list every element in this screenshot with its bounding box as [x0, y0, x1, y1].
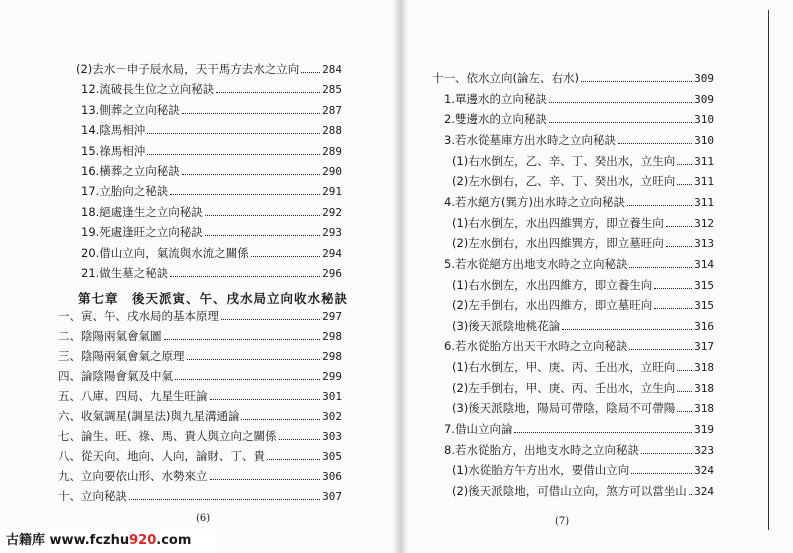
leader-dots [677, 390, 692, 392]
toc-entry [452, 217, 714, 230]
chapter-heading: 第七章 後天派寅、午、戌水局立向收水秘訣 [78, 291, 349, 306]
book-gutter [392, 0, 408, 553]
leader-dots [629, 266, 692, 268]
leader-dots [170, 275, 320, 277]
leader-dots [654, 307, 692, 309]
toc-entry [58, 410, 342, 423]
toc-entry-page: 315 [694, 299, 714, 313]
leader-dots [182, 112, 320, 114]
toc-entry [432, 72, 714, 85]
watermark-url-c: .com [156, 533, 192, 548]
toc-entry [81, 206, 342, 219]
leader-dots [267, 458, 320, 460]
toc-entry-title: (2)左水倒右，水出四維巽方，即立墓旺向 [452, 236, 664, 251]
toc-entry [452, 237, 714, 250]
toc-entry-title: 十、立向秘訣 [58, 489, 127, 503]
toc-entry-title: (2)左水倒右，乙、辛、丁、癸出水，立旺向 [452, 174, 676, 189]
leader-dots [677, 183, 692, 185]
leader-dots [677, 163, 692, 165]
leader-dots [175, 378, 320, 380]
toc-entry-page: 292 [322, 205, 342, 219]
leader-dots [301, 71, 320, 73]
leader-dots [666, 245, 692, 247]
toc-entry-page: 317 [694, 340, 714, 354]
toc-entry-page: 284 [322, 63, 342, 76]
toc-entry-page: 318 [694, 361, 714, 375]
toc-entry-page: 314 [694, 257, 714, 271]
toc-entry-page: 302 [322, 410, 342, 423]
toc-entry-page: 309 [694, 72, 714, 85]
toc-entry-title: 四、論陰陽會氣及中氣 [58, 369, 173, 383]
toc-entry-title: 十一、依水立向(論左、右水) [432, 71, 579, 85]
toc-entry-title: 19.死處逢旺之立向秘訣 [81, 225, 203, 240]
toc-entry [452, 320, 714, 333]
leader-dots [562, 328, 692, 330]
toc-entry-title: 14.陰馬相沖 [81, 123, 146, 138]
leader-dots [147, 132, 320, 134]
toc-entry [76, 63, 342, 76]
toc-entry-page: 298 [322, 350, 342, 363]
toc-entry [444, 134, 714, 147]
toc-entry [81, 226, 342, 239]
toc-entry-title: 17.立胎向之秘訣 [81, 184, 169, 199]
page-number-right: (7) [555, 516, 570, 527]
toc-entry-title: 三、陰陽兩氣會氣之原理 [58, 349, 185, 363]
toc-entry [58, 470, 342, 483]
toc-entry [58, 390, 342, 403]
toc-entry-title: 12.流破長生位之立向秘訣 [81, 82, 215, 97]
watermark-prefix: 古籍库 [6, 533, 46, 548]
leader-dots [666, 225, 692, 227]
toc-entry-title: 8.若水從胎方，出地支水時之立向秘訣 [444, 442, 639, 457]
toc-entry [444, 340, 714, 353]
toc-entry-title: 五、八庫、四局、九星生旺論 [58, 389, 208, 403]
leader-dots [210, 478, 321, 480]
toc-entry [81, 104, 342, 117]
toc-entry-title: 15.祿馬相沖 [81, 143, 146, 158]
toc-entry [444, 113, 714, 126]
toc-entry [452, 361, 714, 374]
toc-entry [452, 175, 714, 188]
toc-entry-page: 289 [322, 144, 342, 158]
toc-entry-title: (2)去水－申子辰水局，天干馬方去水之立向 [76, 62, 300, 76]
toc-entry [58, 310, 342, 323]
toc-entry-title: (3)後天派陰地桃花論 [452, 318, 561, 333]
toc-entry-title: 九、立向要依山形、水勢來立 [58, 469, 208, 483]
leader-dots [279, 438, 321, 440]
toc-entry-page: 307 [322, 490, 342, 503]
toc-entry-title: (2)左手倒右，甲、庚、丙、壬出水，立生向 [452, 380, 676, 395]
toc-entry-title: (1)右水倒左，水出四維方，即立養生向 [452, 277, 653, 292]
toc-entry-title: 七、論生、旺、祿、馬、貴人與立向之關係 [58, 429, 277, 443]
toc-entry-page: 291 [322, 185, 342, 199]
toc-entry-page: 324 [694, 464, 714, 478]
leader-dots [187, 358, 321, 360]
toc-entry-page: 323 [694, 443, 714, 457]
toc-entry-page: 303 [322, 430, 342, 443]
toc-entry-title: 13.側葬之立向秘訣 [81, 102, 180, 117]
toc-entry-page: 309 [694, 92, 714, 106]
toc-entry [444, 258, 714, 271]
leader-dots [618, 142, 692, 144]
toc-entry-page: 287 [322, 103, 342, 117]
leader-dots [629, 348, 692, 350]
toc-entry-page: 285 [322, 83, 342, 97]
toc-entry-page: 306 [322, 470, 342, 483]
toc-entry-page: 290 [322, 165, 342, 178]
toc-entry [452, 464, 714, 477]
toc-entry-title: 20.借山立向，氣流與水流之關係 [81, 245, 249, 260]
toc-entry [444, 93, 714, 106]
toc-entry [452, 155, 714, 168]
toc-entry-title: 18.絕處逢生之立向秘訣 [81, 204, 203, 219]
watermark [0, 529, 216, 553]
toc-entry [81, 185, 342, 198]
toc-entry-page: 313 [694, 237, 714, 251]
watermark-url-a: www.fczhu [49, 533, 130, 548]
toc-entry-page: 318 [694, 381, 714, 395]
leader-dots [210, 398, 321, 400]
leader-dots [689, 493, 692, 495]
leader-dots [549, 101, 692, 103]
leader-dots [549, 121, 692, 123]
toc-entry [81, 267, 342, 280]
toc-entry-title: 二、陰陽兩氣會氣圖 [58, 329, 162, 343]
leader-dots [641, 452, 692, 454]
toc-entry-page: 310 [694, 133, 714, 147]
leader-dots [147, 153, 320, 155]
leader-dots [251, 255, 320, 257]
toc-entry-page: 311 [694, 195, 714, 209]
toc-entry [81, 247, 342, 260]
leader-dots [170, 193, 320, 195]
toc-entry-page: 293 [322, 226, 342, 240]
leader-dots [627, 204, 692, 206]
toc-entry-page: 316 [694, 319, 714, 333]
toc-entry-page: 311 [694, 175, 714, 189]
toc-entry [452, 299, 714, 312]
toc-entry-title: 一、寅、午、戌水局的基本原理 [58, 309, 219, 323]
toc-entry-title: 八、從天向、地向、人向，論財、丁、貴 [58, 449, 265, 463]
toc-entry [444, 444, 714, 457]
toc-entry [81, 165, 342, 178]
toc-entry-title: 16.橫葬之立向秘訣 [81, 164, 180, 178]
leader-dots [129, 498, 320, 500]
leader-dots [514, 431, 692, 433]
toc-entry-page: 315 [694, 278, 714, 292]
toc-entry [444, 196, 714, 209]
toc-entry [81, 83, 342, 96]
toc-entry-title: (3)後天派陰地，陽局可帶陰，陰局不可帶陽 [452, 401, 676, 416]
toc-entry [58, 330, 342, 343]
toc-entry-title: (1)右水倒左，乙、辛、丁、癸出水，立生向 [452, 153, 676, 168]
watermark-url-b: 920 [129, 533, 157, 548]
toc-entry-title: (1)右水倒左，水出四維巽方，即立養生向 [452, 215, 664, 230]
leader-dots [631, 472, 692, 474]
toc-entry-page: 288 [322, 124, 342, 138]
toc-entry-page: 324 [694, 485, 714, 498]
toc-entry [58, 450, 342, 463]
toc-entry [58, 350, 342, 363]
leader-dots [677, 410, 692, 412]
leader-dots [182, 173, 320, 175]
toc-entry-title: 5.若水從絕方出地支水時之立向秘訣 [444, 256, 628, 271]
leader-dots [205, 234, 320, 236]
toc-entry [58, 370, 342, 383]
toc-entry-title: 1.單邊水的立向秘訣 [444, 91, 547, 106]
toc-entry [452, 382, 714, 395]
toc-entry-title: (2)後天派陰地，可借山立向，煞方可以當坐山 [452, 484, 687, 498]
toc-entry-page: 294 [322, 246, 342, 260]
leader-dots [581, 80, 692, 82]
toc-entry-page: 298 [322, 330, 342, 343]
leader-dots [654, 287, 692, 289]
leader-dots [221, 318, 320, 320]
toc-entry-title: 7.借山立向論 [444, 422, 513, 437]
toc-entry-title: 4.若水絕方(巽方)出水時之立向秘訣 [444, 194, 625, 209]
toc-entry-page: 296 [322, 267, 342, 280]
toc-entry [452, 402, 714, 415]
leader-dots [241, 418, 320, 420]
toc-entry-title: (1)水從胎方午方出水，要借山立向 [452, 463, 630, 478]
toc-entry [81, 145, 342, 158]
leader-dots [164, 338, 321, 340]
leader-dots [205, 214, 320, 216]
toc-entry [81, 124, 342, 137]
toc-entry-title: 2.雙邊水的立向秘訣 [444, 112, 547, 127]
toc-entry [452, 485, 714, 498]
leader-dots [677, 369, 692, 371]
toc-entry-title: (1)右水倒左，甲、庚、丙、壬出水，立旺向 [452, 360, 676, 375]
toc-entry [444, 423, 714, 436]
toc-entry-title: 21.做生墓之秘訣 [81, 266, 169, 280]
toc-entry-title: 6.若水從胎方出天干水時之立向秘訣 [444, 339, 628, 354]
toc-entry-page: 312 [694, 216, 714, 230]
toc-entry-title: 3.若水從墓庫方出水時之立向秘訣 [444, 132, 616, 147]
toc-entry-page: 305 [322, 450, 342, 463]
toc-entry-page: 318 [694, 402, 714, 416]
toc-entry-page: 297 [322, 310, 342, 323]
toc-entry-title: 六、收氣調星(調星法)與九星溝通論 [58, 409, 240, 423]
page-edge-line [768, 10, 769, 530]
toc-entry-page: 311 [694, 154, 714, 168]
leader-dots [216, 91, 320, 93]
toc-entry [58, 430, 342, 443]
toc-entry-page: 301 [322, 390, 342, 403]
toc-entry-page: 299 [322, 370, 342, 383]
toc-entry [58, 490, 342, 503]
toc-entry [452, 279, 714, 292]
toc-entry-page: 319 [694, 423, 714, 437]
page-number-left: (6) [196, 513, 211, 524]
toc-entry-title: (2)左手倒右，水出四維方，即立墓旺向 [452, 298, 653, 313]
toc-entry-page: 310 [694, 113, 714, 127]
